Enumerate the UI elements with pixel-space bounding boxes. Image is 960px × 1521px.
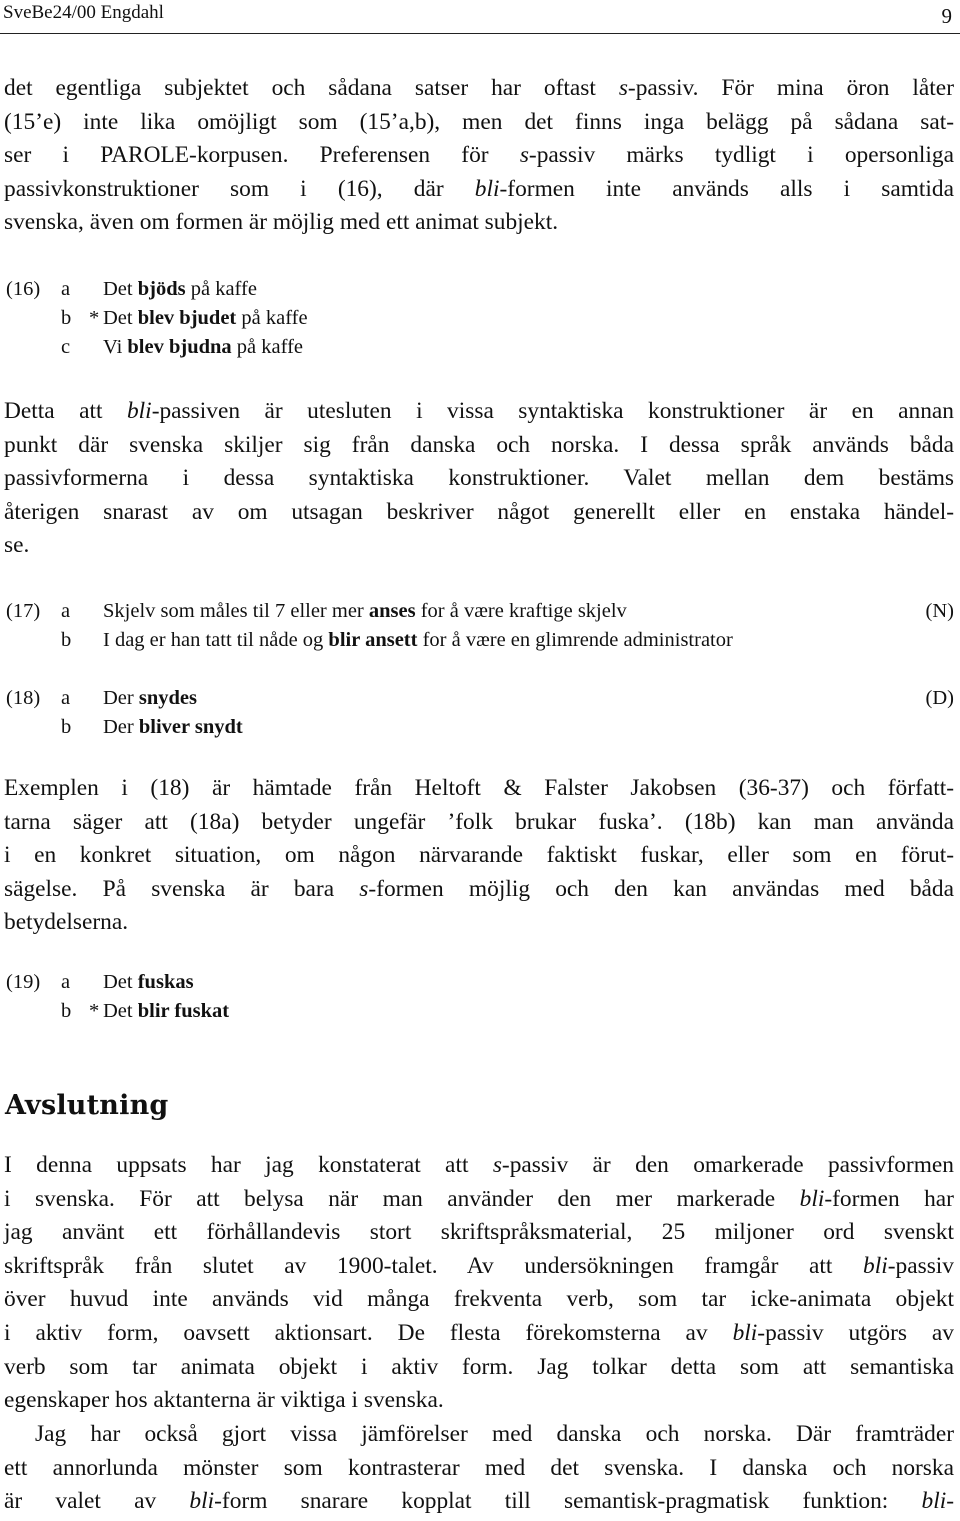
text-line — [4, 72, 954, 106]
italic-run: s — [492, 1152, 502, 1178]
bold-run: snydes — [138, 687, 197, 709]
text-run: på kaffe — [185, 278, 257, 300]
text-run: Skjelv som måles til 7 eller mer — [103, 600, 369, 622]
bold-run: bliver snydt — [138, 716, 243, 738]
paragraph-1 — [4, 72, 954, 240]
bold-run: blir ansett — [328, 629, 418, 651]
example-row — [6, 968, 954, 997]
example-row — [6, 997, 954, 1026]
text-run: -formen inte används alls i samtida — [499, 175, 954, 202]
example-sentence — [103, 997, 954, 1026]
text-line — [4, 1317, 954, 1351]
text-run: Der — [103, 716, 139, 738]
language-tag: (N) — [925, 600, 954, 622]
text-run: -formen har — [824, 1185, 954, 1212]
example-letter: b — [61, 1000, 72, 1022]
text-run: i aktiv form, oavsett aktionsart. De flesta förekomsterna av — [4, 1319, 733, 1346]
text-line — [4, 429, 954, 463]
italic-run: bli — [126, 398, 152, 424]
text-run: det egentliga subjektet och sådana satser har oftast — [4, 75, 619, 101]
bold-run: blev bjudna — [127, 336, 232, 358]
text-run: -passiv märks tydligt i opersonliga — [528, 142, 954, 169]
text-run: Detta att — [4, 398, 127, 424]
italic-run: bli — [799, 1185, 825, 1212]
text-line — [4, 772, 954, 806]
text-line — [4, 1485, 954, 1519]
text-line — [4, 106, 954, 140]
example-row — [6, 626, 954, 655]
example-row — [6, 304, 954, 333]
text-run: passivformerna i dessa syntaktiska konstruktioner. Valet mellan dem bestäms — [4, 465, 954, 492]
language-tag: (D) — [925, 687, 954, 709]
paragraph-3 — [4, 772, 954, 940]
example-sentence — [103, 597, 908, 626]
example-18 — [6, 684, 954, 742]
text-run: verb som tar animata objekt i aktiv form. Jag tolkar detta som att semantiska — [4, 1353, 954, 1380]
paragraph-4 — [4, 1149, 954, 1418]
text-run: -passiv utgörs av — [757, 1319, 955, 1346]
italic-run: bli — [732, 1319, 758, 1346]
text-run: ser i PAROLE-korpusen. Preferensen för — [4, 142, 520, 169]
running-header: SveBe24/00 Engdahl — [3, 2, 164, 23]
example-sentence — [103, 626, 908, 655]
text-run: är valet av — [4, 1488, 190, 1515]
example-row — [6, 275, 954, 304]
text-line — [4, 839, 954, 873]
text-run: -passiven är utesluten i vissa syntaktiska konstruktioner är en annan — [151, 398, 954, 424]
paragraph-5 — [4, 1418, 954, 1519]
bold-run: blir fuskat — [137, 1000, 230, 1022]
example-sentence — [103, 968, 954, 997]
text-run: Det — [103, 307, 138, 329]
example-letter: c — [61, 336, 71, 358]
text-run: skriftspråk från slutet av 1900-talet. Av undersökningen framgår att — [4, 1252, 864, 1279]
text-run: svenska, även om formen är möjlig med ett animat subjekt. — [4, 209, 559, 236]
text-run: egenskaper hos aktanterna är viktiga i svenska. — [4, 1387, 444, 1414]
italic-run: bli- — [921, 1488, 954, 1515]
text-line — [4, 173, 954, 207]
page-number: 9 — [941, 4, 952, 28]
text-line — [4, 1283, 954, 1317]
text-run: I dag er han tatt til nåde og — [103, 629, 329, 651]
section-heading: Avslutning — [5, 1090, 169, 1121]
example-letter: a — [61, 600, 71, 622]
example-number: (19) — [6, 971, 41, 993]
text-line — [4, 139, 954, 173]
text-line — [4, 1418, 954, 1452]
text-line — [4, 906, 954, 940]
example-19 — [6, 968, 954, 1026]
ungrammatical-marker: * — [89, 1000, 100, 1022]
italic-run: bli — [474, 175, 500, 202]
bold-run: fuskas — [137, 971, 194, 993]
text-run: Der — [103, 687, 139, 709]
text-line — [4, 395, 954, 429]
example-sentence — [103, 304, 954, 333]
example-letter: b — [61, 716, 72, 738]
bold-run: anses — [368, 600, 416, 622]
text-run: passivkonstruktioner som i (16), där — [4, 175, 475, 202]
text-run: I denna uppsats har jag konstaterat att — [4, 1152, 493, 1178]
example-row — [6, 333, 954, 362]
ungrammatical-marker: * — [89, 307, 100, 329]
text-run: se. — [4, 532, 30, 559]
text-run: Det — [103, 1000, 138, 1022]
example-row — [6, 713, 954, 742]
text-line — [4, 1149, 954, 1183]
example-sentence — [103, 275, 954, 304]
text-line — [4, 1351, 954, 1385]
text-run: Exemplen i (18) är hämtade från Heltoft & Falster Jakobsen (36-37) och författ- — [4, 775, 954, 801]
text-run: -passiv är den omarkerade passivformen — [501, 1152, 954, 1178]
example-17 — [6, 597, 954, 655]
text-line — [4, 462, 954, 496]
text-line — [4, 1216, 954, 1250]
text-run: -passiv. För mina öron låter — [627, 75, 954, 101]
italic-run: bli — [189, 1488, 215, 1515]
example-letter: a — [61, 278, 71, 300]
text-run: sägelse. På svenska är bara — [4, 875, 360, 902]
example-16 — [6, 275, 954, 362]
text-line — [4, 1250, 954, 1284]
text-run: Det — [103, 971, 138, 993]
bold-run: blev bjudet — [137, 307, 237, 329]
text-run: tarna säger att (18a) betyder ungefär ’folk brukar fuska’. (18b) kan man använda — [4, 808, 954, 835]
text-run: Det — [103, 278, 138, 300]
text-run: i en konkret situation, om någon närvarande faktiskt fuskar, eller som en förut- — [4, 842, 954, 869]
text-run: ett annorlunda mönster som kontrasterar med det svenska. I danska och norska — [4, 1454, 954, 1481]
text-run: (15’e) inte lika omöjligt som (15’a,b), men det finns inga belägg på sådana sat- — [4, 108, 954, 135]
example-letter: b — [61, 629, 72, 651]
example-number: (16) — [6, 278, 41, 300]
text-run: över huvud inte används vid många frekventa verb, som tar icke-animata objekt — [4, 1286, 954, 1313]
example-number: (17) — [6, 600, 41, 622]
italic-run: s — [359, 875, 369, 902]
text-run: återigen snarast av om utsagan beskriver något generellt eller en enstaka händel- — [4, 498, 954, 525]
example-row — [6, 684, 954, 713]
italic-run: s — [519, 142, 529, 169]
bold-run: bjöds — [137, 278, 186, 300]
example-letter: a — [61, 971, 71, 993]
text-line — [4, 806, 954, 840]
header-rule — [0, 33, 960, 34]
text-run: Vi — [103, 336, 128, 358]
paragraph-2 — [4, 395, 954, 563]
text-run: Jag har också gjort vissa jämförelser med danska och norska. Där framträder — [35, 1421, 954, 1447]
text-line — [4, 529, 954, 563]
text-run: -formen möjlig och den kan användas med båda — [368, 875, 955, 902]
text-run: på kaffe — [236, 307, 308, 329]
example-sentence — [103, 333, 954, 362]
text-line — [4, 1452, 954, 1486]
example-row — [6, 597, 954, 626]
italic-run: bli — [863, 1252, 888, 1279]
text-run: jag använt ett förhållandevis stort skriftspråksmaterial, 25 miljoner ord svenskt — [4, 1219, 954, 1246]
example-number: (18) — [6, 687, 41, 709]
text-line — [4, 1183, 954, 1217]
example-sentence — [103, 713, 908, 742]
text-run: for å være kraftige skjelv — [415, 600, 627, 622]
example-letter: a — [61, 687, 71, 709]
text-run: på kaffe — [231, 336, 304, 358]
text-run: for å være en glimrende administrator — [417, 629, 733, 651]
example-sentence — [103, 684, 908, 713]
text-run: betydelserna. — [4, 909, 129, 936]
text-line — [4, 206, 954, 240]
text-line — [4, 1384, 954, 1418]
text-run: -passiv — [887, 1252, 954, 1279]
text-run: punkt där svenska skiljer sig från danska och norska. I dessa språk används båda — [4, 431, 954, 458]
italic-run: s — [618, 75, 628, 101]
text-run: -form snarare kopplat till semantisk-pragmatisk funktion: — [214, 1488, 922, 1515]
text-line — [4, 873, 954, 907]
text-line — [4, 496, 954, 530]
text-run: i svenska. För att belysa när man använder den mer markerade — [4, 1185, 800, 1212]
example-letter: b — [61, 307, 72, 329]
